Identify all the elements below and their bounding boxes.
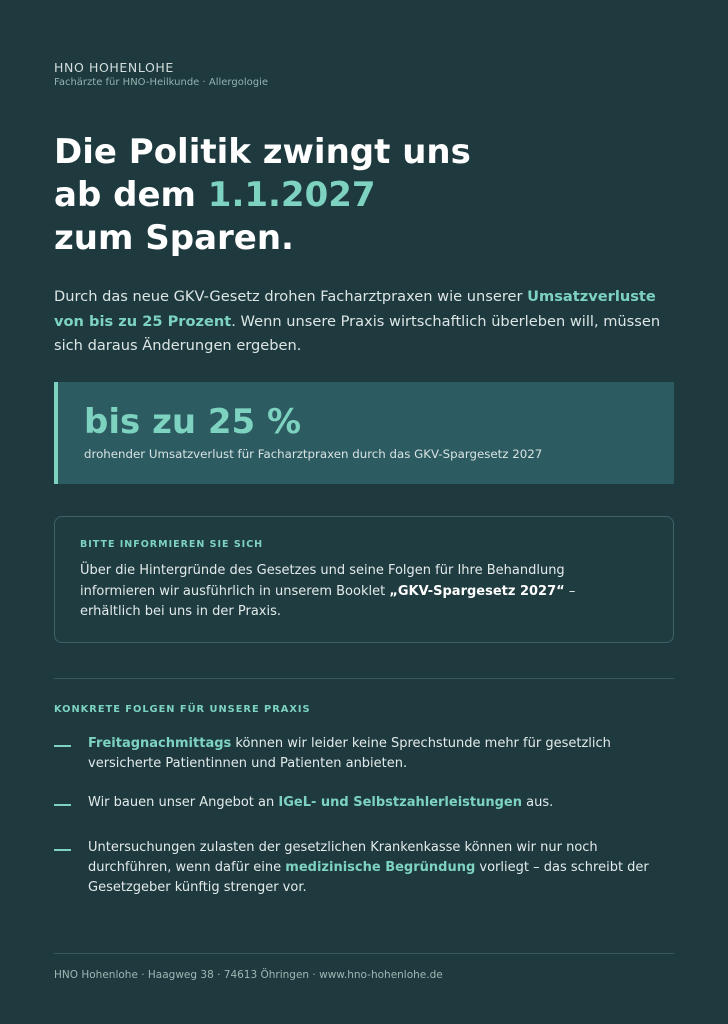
consequence-text <box>88 793 674 813</box>
consequence-text <box>88 734 674 774</box>
intro-paragraph <box>54 285 674 359</box>
footer-address: HNO Hohenlohe · Haagweg 38 · 74613 Öhringen · www.hno-hohenlohe.de <box>54 969 443 981</box>
stat-value: bis zu 25 % <box>84 402 302 442</box>
info-title: BITTE INFORMIEREN SIE SICH <box>80 539 264 550</box>
consequence-text-before: Untersuchungen zulasten der gesetzlichen Krankenkasse können wir nur noch durchführen, wenn dafür eine <box>88 840 598 875</box>
consequences-title: KONKRETE FOLGEN FÜR UNSERE PRAXIS <box>54 704 311 715</box>
footer-divider <box>54 953 674 954</box>
headline-line-3: zum Sparen. <box>54 218 294 258</box>
stat-callout <box>54 382 674 484</box>
brand-subtitle: Fachärzte für HNO-Heilkunde · Allergologie <box>54 77 268 88</box>
section-divider <box>54 678 674 679</box>
consequence-text-before: Wir bauen unser Angebot an <box>88 795 279 810</box>
consequence-text <box>88 838 674 898</box>
headline-line-2-prefix: ab dem <box>54 175 208 215</box>
dash-icon <box>54 804 71 806</box>
intro-text-before: Durch das neue GKV-Gesetz drohen Facharztpraxen wie unserer <box>54 288 528 305</box>
consequence-text-after: können wir leider keine Sprechstunde mehr für gesetzlich versicherte Patientinnen und Patienten anbieten. <box>88 736 611 771</box>
dash-icon <box>54 745 71 747</box>
booklet-title: „GKV-Spargesetz 2027“ <box>389 583 565 599</box>
info-text <box>80 561 640 623</box>
page-title <box>54 131 674 260</box>
consequence-text-after: aus. <box>522 795 554 810</box>
brand-name: HNO HOHENLOHE <box>54 60 174 75</box>
info-text-after: – erhältlich bei uns in der Praxis. <box>80 583 576 619</box>
intro-highlight: Umsatzverluste von bis zu 25 Prozent <box>54 288 656 330</box>
consequence-highlight: Freitagnachmittags <box>88 736 232 751</box>
headline-line-1: Die Politik zwingt uns <box>54 132 471 172</box>
info-box <box>54 516 674 643</box>
dash-icon <box>54 849 71 851</box>
brand-header <box>54 60 268 89</box>
headline-date: 1.1.2027 <box>207 175 376 215</box>
info-text-before: Über die Hintergründe des Gesetzes und seine Folgen für Ihre Behandlung informieren wir ausführlich in unserem Booklet <box>80 563 565 599</box>
intro-text-after: . Wenn unsere Praxis wirtschaftlich überleben will, müssen sich daraus Änderungen ergeben. <box>54 312 661 354</box>
consequence-highlight: IGeL- und Selbstzahlerleistungen <box>278 795 522 810</box>
stat-caption: drohender Umsatzverlust für Facharztpraxen durch das GKV-Spargesetz 2027 <box>84 447 543 461</box>
consequence-text-after: vorliegt – das schreibt der Gesetzgeber künftig strenger vor. <box>88 860 649 895</box>
consequence-highlight: medizinische Begründung <box>285 860 476 875</box>
